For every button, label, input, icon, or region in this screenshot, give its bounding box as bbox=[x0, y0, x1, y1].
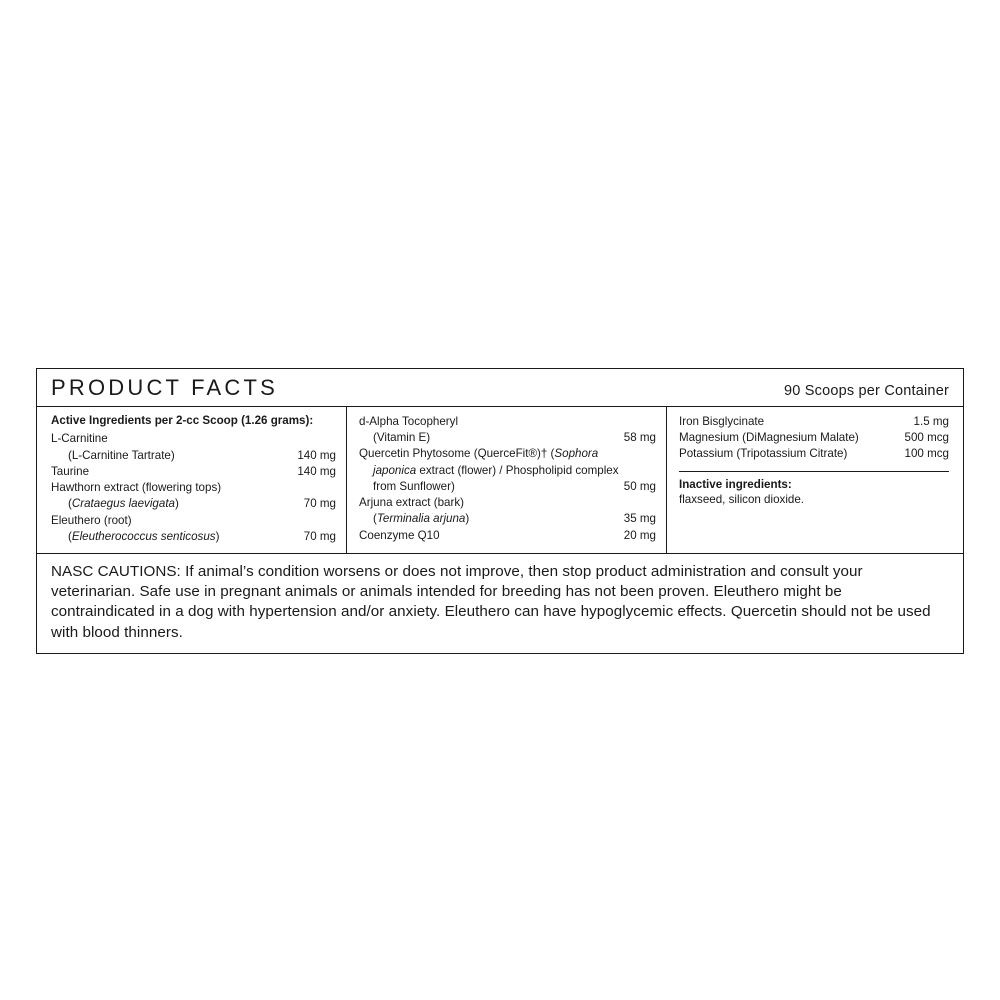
inactive-divider bbox=[679, 471, 949, 472]
ingredient-row bbox=[359, 446, 656, 462]
ingredient-row bbox=[51, 448, 336, 464]
ingredient-row bbox=[359, 430, 656, 446]
latin-name: Sophora bbox=[554, 447, 599, 461]
ingredient-row bbox=[679, 414, 949, 430]
ingredient-row bbox=[51, 480, 336, 496]
ingredient-amount: 1.5 mg bbox=[913, 415, 949, 428]
inactive-ingredients-list: flaxseed, silicon dioxide. bbox=[679, 493, 805, 507]
ingredient-name: (L-Carnitine Tartrate) bbox=[68, 448, 175, 462]
latin-name: japonica bbox=[373, 463, 417, 477]
ingredient-row bbox=[51, 496, 336, 512]
inactive-ingredients-heading: Inactive ingredients: bbox=[679, 477, 792, 491]
ingredient-row bbox=[51, 513, 336, 529]
ingredients-columns bbox=[37, 407, 963, 554]
cautions-label: NASC CAUTIONS: bbox=[51, 563, 181, 581]
ingredient-row bbox=[51, 464, 336, 480]
ingredient-name: Arjuna extract (bark) bbox=[359, 496, 465, 510]
ingredient-row bbox=[359, 479, 656, 495]
panel-header bbox=[37, 369, 963, 407]
ingredient-amount: 500 mcg bbox=[904, 431, 949, 445]
page-title: PRODUCT FACTS bbox=[51, 375, 278, 400]
ingredient-row bbox=[51, 529, 336, 545]
ingredient-name: Hawthorn extract (flowering tops) bbox=[51, 481, 222, 495]
ingredient-name: Taurine bbox=[51, 464, 90, 478]
ingredient-row bbox=[679, 430, 949, 446]
ingredient-name: (Eleutherococcus senticosus) bbox=[68, 529, 220, 543]
ingredient-name: (Crataegus laevigata) bbox=[68, 497, 179, 511]
ingredient-row bbox=[359, 511, 656, 527]
ingredient-amount: 35 mg bbox=[623, 512, 656, 526]
ingredient-name: Eleuthero (root) bbox=[51, 513, 132, 527]
ingredient-row bbox=[359, 495, 656, 511]
ingredient-name: (Vitamin E) bbox=[373, 431, 431, 445]
ingredient-name: Potassium (Tripotassium Citrate) bbox=[679, 447, 848, 461]
ingredient-name: japonica extract (flower) / Phospholipid complex bbox=[373, 463, 619, 477]
cautions-text: If animal’s condition worsens or does not improve, then stop product administration and consult your veterinarian. Safe use in pregnant animals or animals intended for breeding has not been proven. Eleuthero might be contraindicated in a dog with hypertension and/or anxiety. Eleuthero can have hypoglycemic effects. Quercetin should not be used with blood thinners. bbox=[51, 563, 931, 641]
ingredient-row bbox=[51, 431, 336, 447]
active-ingredients-heading: Active Ingredients per 2-cc Scoop (1.26 grams): bbox=[51, 414, 314, 427]
ingredient-amount: 140 mg bbox=[297, 464, 336, 478]
ingredient-name: L-Carnitine bbox=[51, 432, 108, 446]
ingredient-row bbox=[679, 446, 949, 462]
ingredient-name: d-Alpha Tocopheryl bbox=[359, 415, 459, 428]
ingredient-amount: 50 mg bbox=[623, 479, 656, 493]
ingredient-amount: 20 mg bbox=[623, 528, 656, 542]
ingredient-name: Quercetin Phytosome (QuerceFit®)† (Sophora bbox=[359, 447, 599, 461]
ingredient-amount: 140 mg bbox=[297, 448, 336, 462]
ingredient-name: Iron Bisglycinate bbox=[679, 415, 765, 428]
ingredient-name: from Sunflower) bbox=[373, 479, 455, 493]
ingredient-amount: 70 mg bbox=[303, 497, 336, 511]
cautions-section bbox=[37, 554, 963, 653]
ingredient-name: Magnesium (DiMagnesium Malate) bbox=[679, 431, 859, 445]
latin-name: Eleutherococcus senticosus bbox=[71, 529, 216, 543]
ingredient-row bbox=[359, 414, 656, 430]
ingredient-amount: 58 mg bbox=[623, 431, 656, 445]
ingredient-name: Coenzyme Q10 bbox=[359, 528, 440, 542]
latin-name: Terminalia arjuna bbox=[376, 512, 466, 526]
ingredient-name: (Terminalia arjuna) bbox=[373, 512, 470, 526]
ingredient-amount: 100 mcg bbox=[904, 447, 949, 461]
active-ingredients-column-3 bbox=[667, 407, 963, 553]
servings-per-container: 90 Scoops per Container bbox=[783, 382, 949, 399]
active-ingredients-column-1 bbox=[37, 407, 347, 553]
ingredient-row bbox=[359, 528, 656, 544]
latin-name: Crataegus laevigata bbox=[71, 497, 175, 511]
active-ingredients-column-2 bbox=[347, 407, 667, 553]
ingredient-row bbox=[359, 463, 656, 479]
ingredient-amount: 70 mg bbox=[303, 529, 336, 543]
product-facts-panel bbox=[36, 368, 964, 654]
